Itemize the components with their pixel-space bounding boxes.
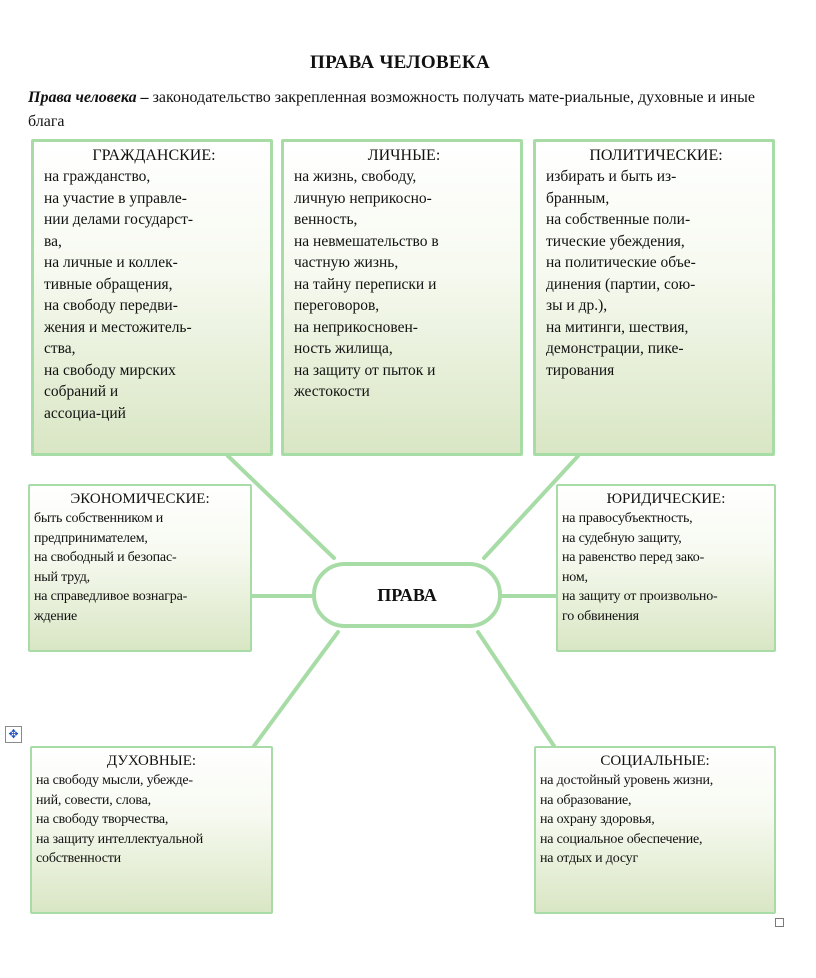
category-item: нии делами государст- bbox=[44, 211, 194, 228]
category-item: ний, совести, слова, bbox=[36, 792, 151, 808]
category-item: на судебную защиту, bbox=[562, 530, 682, 546]
category-item: на свободу творчества, bbox=[36, 812, 169, 827]
category-item: на жизнь, свободу, bbox=[294, 168, 417, 185]
definition-text: законодательство закрепленная возможность получать мате-риальные, духовные и иные блага bbox=[28, 89, 756, 130]
category-item: на невмешательство в bbox=[294, 232, 439, 250]
category-item: личную неприкосно- bbox=[294, 189, 432, 207]
category-item: динения (партии, сою- bbox=[546, 275, 696, 293]
category-item: жения и местожитель- bbox=[44, 318, 192, 336]
category-title: ЛИЧНЫЕ: bbox=[367, 147, 441, 164]
category-legal bbox=[556, 484, 776, 652]
connector-social bbox=[478, 632, 554, 746]
connector-spiritual bbox=[254, 632, 338, 746]
category-item: собственности bbox=[36, 851, 121, 866]
category-items bbox=[44, 166, 264, 424]
category-personal bbox=[281, 139, 523, 456]
category-item: предпринимателем, bbox=[34, 530, 148, 546]
category-item: на защиту от пыток и bbox=[294, 361, 436, 379]
category-items bbox=[540, 771, 770, 869]
category-item: на свободный и безопас- bbox=[34, 550, 177, 565]
category-item: на тайну переписки и bbox=[294, 275, 437, 293]
category-item: на митинги, шествия, bbox=[546, 318, 689, 336]
category-items bbox=[562, 509, 770, 626]
category-items bbox=[294, 166, 514, 403]
category-item: на охрану здоровья, bbox=[540, 812, 655, 827]
category-item: на защиту интеллектуальной bbox=[36, 831, 204, 847]
category-item: на равенство перед зако- bbox=[562, 550, 705, 565]
category-item: венность, bbox=[294, 211, 358, 228]
category-item: го обвинения bbox=[562, 608, 639, 624]
category-item: ный труд, bbox=[34, 569, 90, 585]
category-item: частную жизнь, bbox=[294, 254, 399, 271]
category-item: быть собственником и bbox=[34, 511, 164, 526]
category-items bbox=[546, 166, 766, 381]
category-item: на неприкосновен- bbox=[294, 318, 418, 336]
category-item: ном, bbox=[562, 569, 588, 585]
center-node bbox=[312, 562, 502, 628]
resize-square-icon[interactable] bbox=[775, 918, 784, 927]
category-items bbox=[34, 509, 246, 626]
category-item: на свободу мысли, убежде- bbox=[36, 773, 193, 788]
category-item: на собственные поли- bbox=[546, 211, 691, 228]
category-item: ассоциа-ций bbox=[44, 404, 126, 422]
four-way-arrow-icon[interactable]: ✥ bbox=[5, 726, 22, 743]
category-item: демонстрации, пике- bbox=[546, 340, 684, 357]
category-item: на справедливое вознагра- bbox=[34, 589, 188, 604]
category-civil bbox=[31, 139, 273, 456]
category-item: жестокости bbox=[294, 383, 370, 400]
category-item: переговоров, bbox=[294, 297, 380, 314]
category-item: тивные обращения, bbox=[44, 275, 173, 293]
category-item: на политические объе- bbox=[546, 254, 696, 271]
diagram-title: ПРАВА ЧЕЛОВЕКА bbox=[310, 52, 490, 73]
center-label: ПРАВА bbox=[377, 584, 437, 605]
category-item: на участие в управле- bbox=[44, 189, 187, 207]
category-item: избирать и быть из- bbox=[546, 168, 677, 185]
category-item: на личные и коллек- bbox=[44, 254, 178, 271]
category-spiritual bbox=[30, 746, 273, 914]
category-item: на свободу передви- bbox=[44, 297, 178, 314]
category-title: ДУХОВНЫЕ: bbox=[106, 753, 197, 769]
category-item: на образование, bbox=[540, 792, 632, 808]
category-items bbox=[36, 771, 267, 869]
category-political bbox=[533, 139, 775, 456]
category-item: на достойный уровень жизни, bbox=[540, 773, 714, 788]
category-item: ства, bbox=[44, 340, 76, 357]
category-title: ПОЛИТИЧЕСКИЕ: bbox=[589, 147, 723, 164]
category-item: зы и др.), bbox=[546, 297, 608, 314]
category-item: на гражданство, bbox=[44, 168, 151, 185]
category-item: на отдых и досуг bbox=[540, 851, 639, 866]
category-title: ГРАЖДАНСКИЕ: bbox=[92, 147, 216, 164]
category-item: на социальное обеспечение, bbox=[540, 831, 703, 847]
definition-term: Права человека – bbox=[28, 89, 149, 106]
category-item: ва, bbox=[44, 232, 62, 250]
category-item: собраний и bbox=[44, 383, 119, 400]
category-item: бранным, bbox=[546, 189, 610, 207]
category-social bbox=[534, 746, 776, 914]
category-item: на свободу мирских bbox=[44, 361, 176, 379]
category-title: ЮРИДИЧЕСКИЕ: bbox=[606, 491, 726, 507]
category-item: тические убеждения, bbox=[546, 232, 685, 250]
category-economic bbox=[28, 484, 252, 652]
category-item: на правосубъектность, bbox=[562, 511, 693, 526]
category-item: тирования bbox=[546, 361, 615, 379]
category-title: ЭКОНОМИЧЕСКИЕ: bbox=[70, 491, 210, 507]
category-item: ждение bbox=[34, 608, 78, 624]
category-item: ность жилища, bbox=[294, 340, 393, 357]
category-item: на защиту от произвольно- bbox=[562, 589, 718, 604]
category-title: СОЦИАЛЬНЫЕ: bbox=[600, 753, 710, 769]
